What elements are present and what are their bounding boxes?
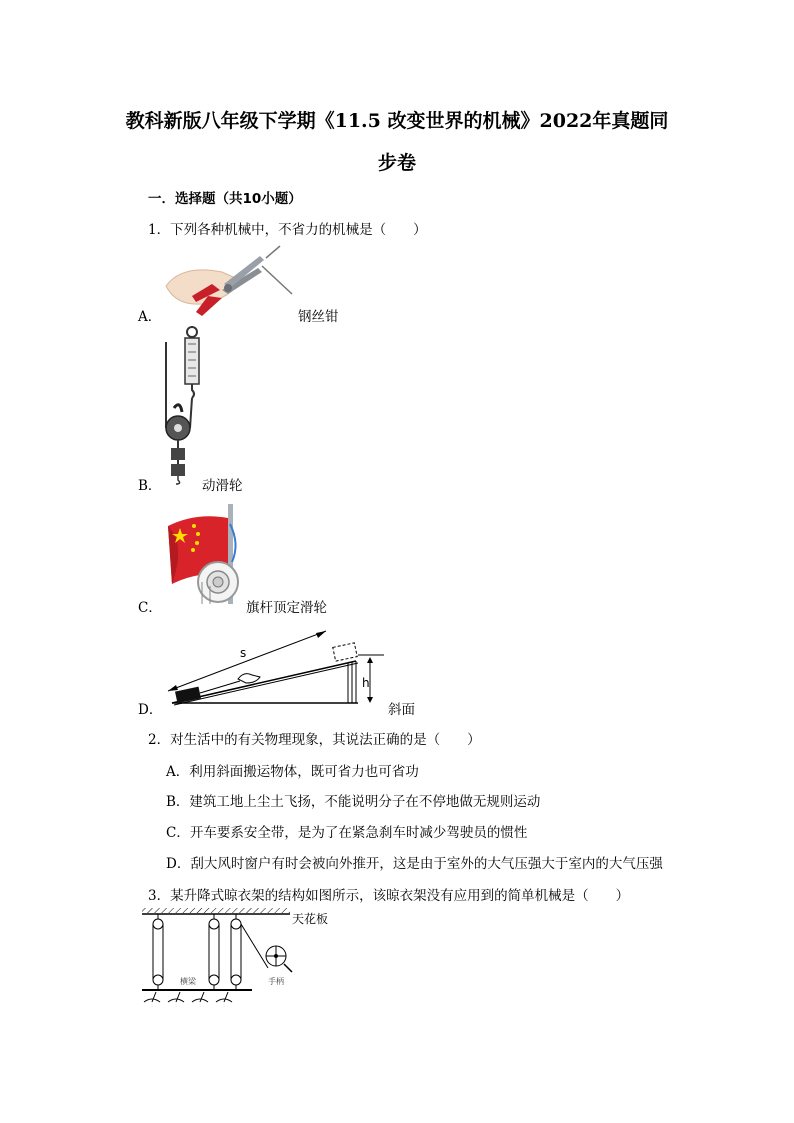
q1-option-b-caption: 动滑轮 bbox=[202, 478, 243, 494]
beam-label: 横梁 bbox=[180, 977, 196, 986]
q2-option-a: A．利用斜面搬运物体，既可省力也可省功 bbox=[166, 764, 419, 780]
page-title-line1: 教科新版八年级下学期《11.5 改变世界的机械》2022年真题同 bbox=[125, 110, 669, 132]
q2-stem: 2．对生活中的有关物理现象，其说法正确的是（ ） bbox=[148, 732, 481, 748]
flagpole-pulley-illustration bbox=[166, 504, 240, 606]
q2-option-c: C．开车要系安全带，是为了在紧急刹车时减少驾驶员的惯性 bbox=[166, 825, 528, 841]
q2-option-d: D．刮大风时窗户有时会被向外推开，这是由于室外的大气压强大于室内的大气压强 bbox=[166, 856, 663, 872]
section-heading: 一．选择题（共10小题） bbox=[148, 191, 302, 207]
inclined-plane-diagram bbox=[160, 625, 390, 709]
pliers-illustration bbox=[162, 246, 302, 318]
inclined-plane-h-label: h bbox=[362, 676, 370, 690]
q1-option-c-letter: C． bbox=[138, 600, 162, 616]
page-title-line2: 步卷 bbox=[377, 152, 416, 174]
movable-pulley-illustration bbox=[160, 326, 208, 484]
q1-option-d-letter: D． bbox=[138, 702, 163, 718]
q1-option-d-caption: 斜面 bbox=[388, 702, 415, 718]
q1-stem: 1．下列各种机械中，不省力的机械是（ ） bbox=[148, 222, 427, 238]
q1-option-a-letter: A． bbox=[138, 309, 162, 325]
q3-stem: 3．某升降式晾衣架的结构如图所示，该晾衣架没有应用到的简单机械是（ ） bbox=[148, 888, 630, 904]
q1-option-a-caption: 钢丝钳 bbox=[298, 309, 339, 325]
q1-option-c-caption: 旗杆顶定滑轮 bbox=[246, 600, 327, 616]
handle-label: 手柄 bbox=[268, 977, 284, 986]
q2-option-b: B．建筑工地上尘土飞扬，不能说明分子在不停地做无规则运动 bbox=[166, 794, 541, 810]
ceiling-label: 天花板 bbox=[292, 912, 329, 926]
q1-option-b-letter: B． bbox=[138, 478, 162, 494]
inclined-plane-s-label: s bbox=[240, 646, 247, 660]
